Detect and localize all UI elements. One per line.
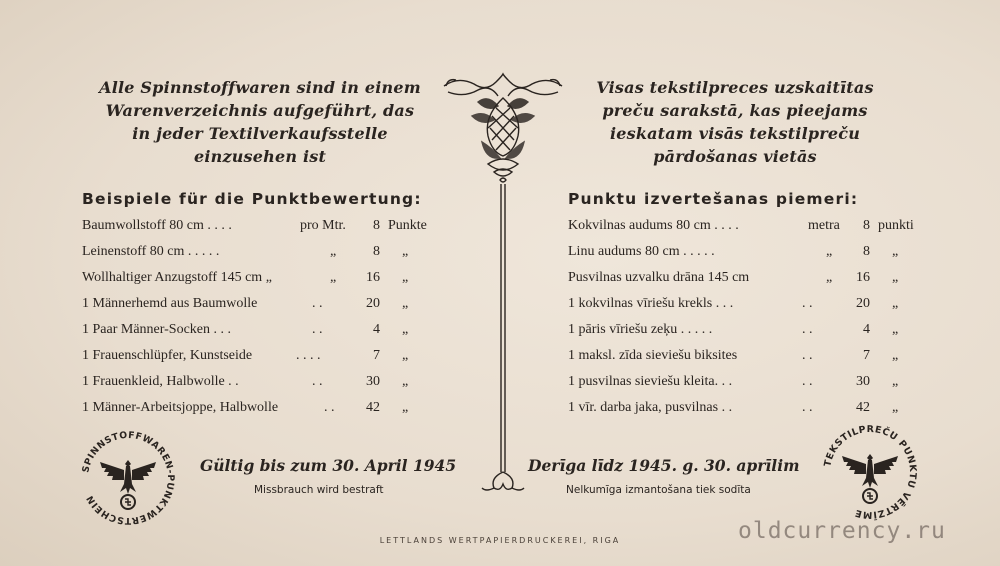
wreath-icon bbox=[863, 489, 877, 503]
item-unit: Punkte bbox=[388, 218, 427, 233]
misuse-warning: Nelkumīga izmantošana tiek sodīta bbox=[566, 484, 751, 496]
item-unit: „ bbox=[402, 322, 409, 337]
item-unit: „ bbox=[892, 348, 899, 363]
item-points: 42 bbox=[856, 400, 870, 415]
intro-line: Alle Spinnstoffwaren sind in einem bbox=[99, 78, 421, 97]
item-points: 16 bbox=[366, 270, 380, 285]
eagle-icon bbox=[100, 460, 156, 494]
item-points: 8 bbox=[863, 244, 870, 259]
item-label: 1 vīr. darba jaka, pusvilnas . . bbox=[568, 400, 733, 415]
item-points: 20 bbox=[856, 296, 870, 311]
intro-line: einzusehen ist bbox=[193, 147, 327, 166]
item-points: 8 bbox=[373, 218, 380, 233]
item-points: 7 bbox=[373, 348, 380, 363]
item-label: Pusvilnas uzvalku drāna 145 cm bbox=[568, 270, 750, 285]
item-unit: „ bbox=[892, 296, 899, 311]
item-unit: „ bbox=[402, 374, 409, 389]
item-per: . . bbox=[312, 322, 323, 337]
item-per: . . bbox=[802, 400, 813, 415]
intro-line: ieskatam visās tekstilpreču bbox=[609, 124, 861, 143]
item-label: Leinenstoff 80 cm . . . . . bbox=[82, 244, 220, 259]
misuse-warning: Missbrauch wird bestraft bbox=[254, 484, 384, 496]
wreath-icon bbox=[121, 495, 135, 509]
validity-text: Gültig bis zum 30. April 1945 bbox=[200, 456, 457, 475]
intro-line: Visas tekstilpreces uzskaitītas bbox=[596, 78, 874, 97]
intro-line: in jeder Textilverkaufsstelle bbox=[132, 124, 388, 143]
item-per: „ bbox=[330, 270, 337, 285]
item-points: 30 bbox=[856, 374, 870, 389]
validity-text: Derīga līdz 1945. g. 30. aprīlim bbox=[528, 456, 800, 475]
item-per: pro Mtr. bbox=[300, 218, 346, 233]
item-per: . . bbox=[324, 400, 335, 415]
item-unit: „ bbox=[402, 296, 409, 311]
item-unit: „ bbox=[892, 270, 899, 285]
seal-text: TEKSTILPREČU PUNKTU VĒRTZĪME bbox=[822, 423, 919, 521]
item-points: 42 bbox=[366, 400, 380, 415]
item-points: 16 bbox=[856, 270, 870, 285]
intro-line: Warenverzeichnis aufgeführt, das bbox=[105, 101, 415, 120]
item-label: 1 Männer-Arbeitsjoppe, Halbwolle bbox=[82, 400, 279, 415]
item-points: 4 bbox=[373, 322, 380, 337]
item-unit: „ bbox=[892, 374, 899, 389]
seal-text: SPINNSTOFFWAREN-PUNKTWERTSCHEIN bbox=[80, 429, 177, 527]
item-unit: punkti bbox=[878, 218, 914, 233]
item-label: 1 maksl. zīda sieviešu biksites bbox=[568, 348, 738, 363]
item-per: . . bbox=[312, 296, 323, 311]
item-per: . . . . bbox=[296, 348, 321, 363]
item-points: 4 bbox=[863, 322, 870, 337]
item-per: . . bbox=[802, 348, 813, 363]
eagle-icon bbox=[842, 454, 898, 488]
item-unit: „ bbox=[402, 244, 409, 259]
item-unit: „ bbox=[402, 270, 409, 285]
item-label: 1 Männerhemd aus Baumwolle bbox=[82, 296, 258, 311]
item-unit: „ bbox=[892, 400, 899, 415]
intro-text bbox=[60, 76, 460, 168]
item-per: „ bbox=[826, 244, 833, 259]
item-unit: „ bbox=[892, 244, 899, 259]
printer-imprint: LETTLANDS WERTPAPIERDRUCKEREI, RIGA bbox=[379, 536, 621, 545]
item-per: „ bbox=[330, 244, 337, 259]
item-points: 7 bbox=[863, 348, 870, 363]
item-label: Linu audums 80 cm . . . . . bbox=[568, 244, 715, 259]
item-points: 8 bbox=[373, 244, 380, 259]
item-per: . . bbox=[802, 296, 813, 311]
item-points: 20 bbox=[366, 296, 380, 311]
item-unit: „ bbox=[402, 400, 409, 415]
intro-line: preču sarakstā, kas pieejams bbox=[602, 101, 868, 120]
item-label: 1 kokvilnas vīriešu krekls . . . bbox=[568, 296, 734, 311]
item-per: . . bbox=[802, 322, 813, 337]
points-heading: Beispiele für die Punktbewertung: bbox=[82, 190, 422, 208]
item-label: Baumwollstoff 80 cm . . . . bbox=[82, 218, 232, 233]
item-per: . . bbox=[802, 374, 813, 389]
item-label: Kokvilnas audums 80 cm . . . . bbox=[568, 218, 739, 233]
item-label: 1 Frauenschlüpfer, Kunstseide bbox=[82, 348, 253, 363]
item-unit: „ bbox=[402, 348, 409, 363]
item-per: metra bbox=[808, 218, 840, 233]
item-unit: „ bbox=[892, 322, 899, 337]
item-label: 1 Paar Männer-Socken . . . bbox=[82, 322, 232, 337]
item-label: Wollhaltiger Anzugstoff 145 cm „ bbox=[82, 270, 272, 285]
item-points: 8 bbox=[863, 218, 870, 233]
points-heading: Punktu izvertešanas piemeri: bbox=[568, 190, 859, 208]
item-label: 1 pusvilnas sieviešu kleita. . . bbox=[568, 374, 733, 389]
item-points: 30 bbox=[366, 374, 380, 389]
left-eagle-seal bbox=[76, 426, 180, 530]
item-per: „ bbox=[826, 270, 833, 285]
item-label: 1 Frauenkleid, Halbwolle . . bbox=[82, 374, 239, 389]
item-per: . . bbox=[312, 374, 323, 389]
watermark: oldcurrency.ru bbox=[738, 518, 946, 544]
intro-line: pārdošanas vietās bbox=[653, 147, 817, 166]
intro-text bbox=[540, 76, 930, 168]
right-eagle-seal bbox=[818, 420, 922, 524]
item-label: 1 pāris vīriešu zeķu . . . . . bbox=[568, 322, 713, 337]
